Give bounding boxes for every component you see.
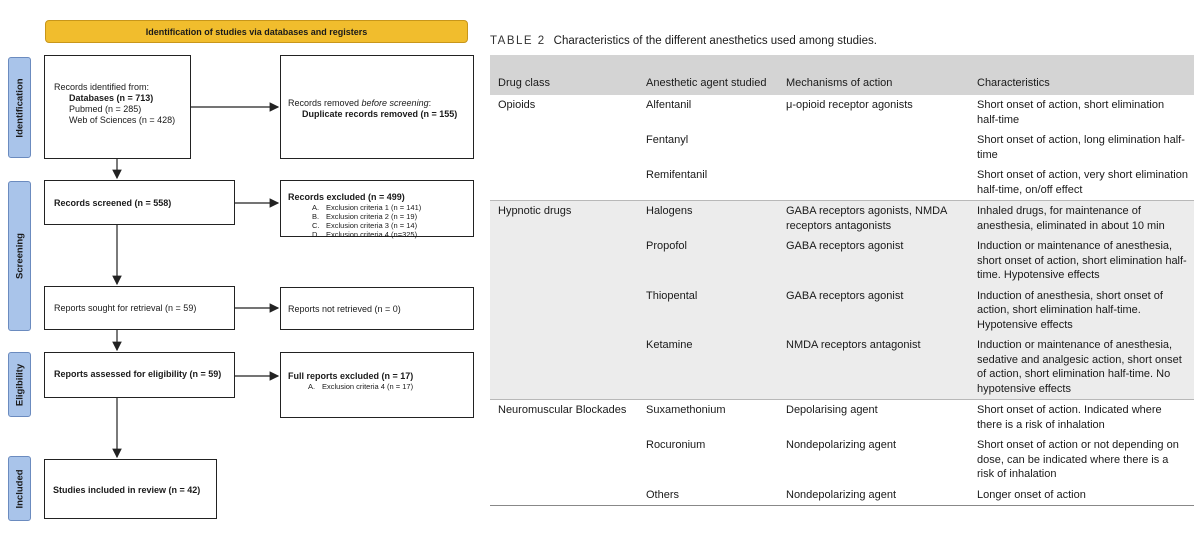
records-databases: Databases (n = 713)	[69, 93, 154, 103]
cell-mechanism: Nondepolarizing agent	[786, 439, 897, 451]
cell-characteristics: Induction of anesthesia, short onset of action, short elimination half-time. Hypotensive effects	[969, 286, 1194, 336]
table-label: TABLE 2	[490, 35, 546, 47]
header-mechanism: Mechanisms of action	[786, 76, 893, 89]
header-drug-class: Drug class	[498, 76, 550, 89]
table-header-row	[490, 55, 1194, 95]
cell-drug-class: Opioids	[498, 99, 536, 111]
cell-drug-class	[490, 236, 638, 286]
exclusion-item: A. Exclusion criteria 4 (n = 17)	[308, 382, 414, 391]
full-reports-excluded-box	[280, 352, 474, 418]
cell-drug-class	[490, 335, 638, 400]
records-removed-box	[280, 55, 474, 159]
records-removed-heading: Records removed before screening:	[288, 98, 432, 108]
table-caption	[490, 35, 1194, 47]
exclusion-item: C. Exclusion criteria 3 (n = 14)	[312, 221, 418, 230]
studies-included-box	[44, 459, 217, 519]
records-identified-title: Records identified from:	[54, 82, 150, 92]
exclusion-item: D. Exclusion criteria 4 (n=325)	[312, 230, 418, 239]
table-caption-text: Characteristics of the different anesthetics used among studies.	[553, 35, 877, 47]
exclusion-item: A. Exclusion criteria 1 (n = 141)	[312, 203, 422, 212]
records-excluded-title: Records excluded (n = 499)	[288, 192, 405, 202]
cell-characteristics: Short onset of action, short elimination half-time	[977, 99, 1165, 126]
records-excluded-list	[288, 203, 473, 239]
cell-agent: Halogens	[638, 201, 778, 237]
anesthetics-table-section	[490, 35, 1194, 506]
records-identified-box	[44, 55, 191, 159]
table-row	[490, 201, 1194, 237]
full-reports-excluded-list	[288, 382, 473, 391]
cell-mechanism: GABA receptors agonists, NMDA receptors antagonists	[778, 201, 969, 237]
reports-assessed-label: Reports assessed for eligibility (n = 59)	[54, 369, 222, 379]
full-reports-excluded-title: Full reports excluded (n = 17)	[288, 371, 414, 381]
table-row	[490, 435, 1194, 485]
cell-drug-class	[490, 130, 638, 165]
records-screened-box	[44, 180, 235, 225]
studies-included-label: Studies included in review (n = 42)	[53, 485, 201, 495]
cell-drug-class	[490, 485, 638, 506]
cell-agent: Fentanyl	[646, 134, 689, 146]
records-pubmed: Pubmed (n = 285)	[69, 104, 142, 114]
exclusion-item: B. Exclusion criteria 2 (n = 19)	[312, 212, 418, 221]
reports-assessed-box	[44, 352, 235, 398]
cell-agent: Thiopental	[638, 286, 778, 336]
cell-drug-class: Neuromuscular Blockades	[490, 400, 638, 436]
cell-agent: Suxamethonium	[638, 400, 778, 436]
reports-not-retrieved-box	[280, 287, 474, 330]
cell-mechanism: GABA receptors agonist	[778, 236, 969, 286]
cell-mechanism	[778, 130, 969, 165]
table-row	[490, 335, 1194, 400]
cell-characteristics: Induction or maintenance of anesthesia, short onset of action, short elimination half-time. Hypotensive effects	[969, 236, 1194, 286]
cell-agent: Others	[638, 485, 778, 506]
cell-drug-class	[490, 286, 638, 336]
cell-agent: Alfentanil	[646, 99, 692, 111]
cell-agent: Rocuronium	[646, 439, 706, 451]
phase-included	[8, 456, 31, 521]
cell-drug-class	[490, 435, 638, 485]
cell-characteristics: Induction or maintenance of anesthesia, sedative and analgesic action, short onset of action, short elimination half-time. No hypotensive effects	[969, 335, 1194, 400]
table-row	[490, 236, 1194, 286]
cell-agent: Ketamine	[638, 335, 778, 400]
phase-identification	[8, 57, 31, 158]
header-characteristics: Characteristics	[977, 76, 1050, 89]
cell-agent: Remifentanil	[646, 169, 708, 181]
cell-drug-class: Hypnotic drugs	[490, 201, 638, 237]
phase-eligibility	[8, 352, 31, 417]
phase-eligibility-label: Eligibility	[14, 363, 25, 406]
cell-mechanism: GABA receptors agonist	[778, 286, 969, 336]
reports-sought-box	[44, 286, 235, 330]
cell-mechanism	[778, 165, 969, 201]
phase-included-label: Included	[14, 468, 25, 509]
duplicate-records-removed: Duplicate records removed (n = 155)	[302, 109, 458, 119]
table-row	[490, 165, 1194, 201]
reports-not-retrieved-label: Reports not retrieved (n = 0)	[288, 304, 401, 314]
cell-mechanism: NMDA receptors antagonist	[778, 335, 969, 400]
cell-drug-class	[490, 165, 638, 201]
phase-identification-label: Identification	[14, 77, 25, 138]
phase-screening-label: Screening	[14, 233, 25, 279]
cell-characteristics: Longer onset of action	[969, 485, 1194, 506]
table-row	[490, 286, 1194, 336]
records-wos: Web of Sciences (n = 428)	[69, 115, 176, 125]
anesthetics-table	[490, 55, 1194, 506]
phase-screening	[8, 181, 31, 331]
table-row	[490, 485, 1194, 506]
cell-characteristics: Inhaled drugs, for maintenance of anesthesia, eliminated in about 10 min	[969, 201, 1194, 237]
cell-agent: Propofol	[638, 236, 778, 286]
records-excluded-box	[280, 180, 474, 237]
cell-mechanism: Nondepolarizing agent	[778, 485, 969, 506]
table-row	[490, 400, 1194, 436]
prisma-flow-diagram	[0, 0, 480, 547]
cell-mechanism: Depolarising agent	[778, 400, 969, 436]
reports-sought-label: Reports sought for retrieval (n = 59)	[54, 303, 197, 313]
cell-mechanism: μ-opioid receptor agonists	[786, 99, 913, 111]
cell-characteristics: Short onset of action or not depending on dose, can be indicated where there is a risk of inhalation	[977, 439, 1179, 480]
table-row	[490, 95, 1194, 130]
cell-characteristics: Short onset of action. Indicated where there is a risk of inhalation	[969, 400, 1194, 436]
flow-header: Identification of studies via databases and registers	[45, 20, 468, 43]
records-screened-label: Records screened (n = 558)	[54, 198, 172, 208]
cell-characteristics: Short onset of action, very short elimination half-time, on/off effect	[977, 169, 1188, 196]
header-agent: Anesthetic agent studied	[646, 76, 767, 89]
cell-characteristics: Short onset of action, long elimination half-time	[977, 134, 1185, 161]
table-row	[490, 130, 1194, 165]
